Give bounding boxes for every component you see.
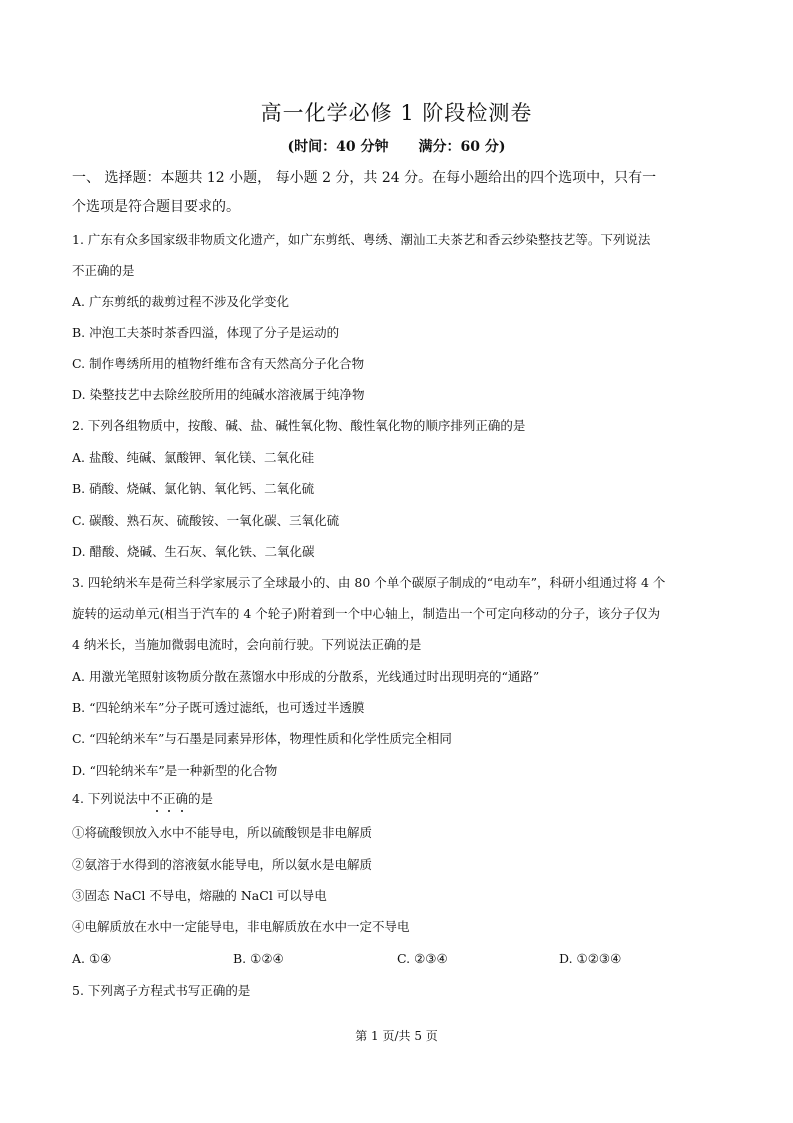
q1-stem-line2: 不正确的是 bbox=[72, 263, 135, 278]
q4-option-d: D. ①②③④ bbox=[559, 951, 622, 966]
q4-stem-prefix: 4. 下列说法中 bbox=[72, 791, 151, 806]
q5-stem: 5. 下列离子方程式书写正确的是 bbox=[72, 983, 251, 998]
exam-title: 高一化学必修 1 阶段检测卷 bbox=[260, 101, 533, 125]
q3-option-a: A. 用激光笔照射该物质分散在蒸馏水中形成的分散系，光线通过时出现明亮的“通路” bbox=[72, 669, 540, 684]
q4-emphasis-char: 正 bbox=[162, 791, 176, 806]
q3-stem-line2: 旋转的运动单元(相当于汽车的 4 个轮子)附着到一个中心轴上，制造出一个可定向移动的分子，该分子仅为 bbox=[72, 606, 661, 621]
q4-emphasis-char: 不 bbox=[150, 791, 163, 806]
q3-option-b: B. “四轮纳米车”分子既可透过滤纸，也可透过半透膜 bbox=[72, 700, 365, 715]
q4-option-c: C. ②③④ bbox=[397, 951, 448, 966]
q1-option-d: D. 染整技艺中去除丝胶所用的纯碱水溶液属于纯净物 bbox=[72, 387, 365, 402]
q2-stem: 2. 下列各组物质中，按酸、碱、盐、碱性氧化物、酸性氧化物的顺序排列正确的是 bbox=[72, 418, 526, 433]
q4-option-a: A. ①④ bbox=[72, 951, 112, 966]
q3-stem-line3: 4 纳米长，当施加微弱电流时，会向前行驶。下列说法正确的是 bbox=[72, 637, 422, 652]
q2-option-a: A. 盐酸、纯碱、氯酸钾、氧化镁、二氧化硅 bbox=[72, 450, 314, 465]
q1-option-b: B. 冲泡工夫茶时茶香四溢，体现了分子是运动的 bbox=[72, 325, 340, 340]
q4-stem-suffix: 的是 bbox=[187, 791, 213, 806]
q3-option-c: C. “四轮纳米车”与石墨是同素异形体，物理性质和化学性质完全相同 bbox=[72, 731, 452, 746]
q1-option-c: C. 制作粤绣所用的植物纤维布含有天然高分子化合物 bbox=[72, 356, 365, 371]
q2-option-b: B. 硝酸、烧碱、氯化钠、氧化钙、二氧化硫 bbox=[72, 481, 315, 496]
section-heading-line1: 一、 选择题：本题共 12 小题， 每小题 2 分，共 24 分。在每小题给出的四个选项中，只有一 bbox=[72, 170, 657, 186]
q4-statement-3: ③固态 NaCl 不导电，熔融的 NaCl 可以导电 bbox=[72, 888, 327, 903]
q1-option-a: A. 广东剪纸的裁剪过程不涉及化学变化 bbox=[72, 294, 289, 309]
section-heading-line2: 个选项是符合题目要求的。 bbox=[72, 199, 240, 215]
q4-statement-4: ④电解质放在水中一定能导电，非电解质放在水中一定不导电 bbox=[72, 919, 410, 934]
q2-option-c: C. 碳酸、熟石灰、硫酸铵、一氧化碳、三氧化硫 bbox=[72, 513, 340, 528]
q3-option-d: D. “四轮纳米车”是一种新型的化合物 bbox=[72, 763, 278, 778]
q4-statement-1: ①将硫酸钡放入水中不能导电，所以硫酸钡是非电解质 bbox=[72, 825, 373, 840]
q4-statement-2: ②氨溶于水得到的溶液氨水能导电，所以氨水是电解质 bbox=[72, 857, 373, 872]
q2-option-d: D. 醋酸、烧碱、生石灰、氧化铁、二氧化碳 bbox=[72, 544, 315, 559]
exam-time: (时间：40 分钟 bbox=[287, 139, 389, 155]
q4-emphasis-char: 确 bbox=[175, 791, 188, 806]
exam-score: 满分：60 分) bbox=[418, 139, 506, 155]
page-footer: 第 1 页/共 5 页 bbox=[355, 1029, 438, 1043]
q1-stem-line1: 1. 广东有众多国家级非物质文化遗产，如广东剪纸、粤绣、潮汕工夫茶艺和香云纱染整技艺等。下列说法 bbox=[72, 232, 651, 247]
q4-stem bbox=[72, 791, 732, 807]
exam-subtitle bbox=[0, 136, 793, 156]
q3-stem-line1: 3. 四轮纳米车是荷兰科学家展示了全球最小的、由 80 个单个碳原子制成的“电动车”，科研小组通过将 4 个 bbox=[72, 575, 666, 590]
q4-option-b: B. ①②④ bbox=[233, 951, 284, 966]
